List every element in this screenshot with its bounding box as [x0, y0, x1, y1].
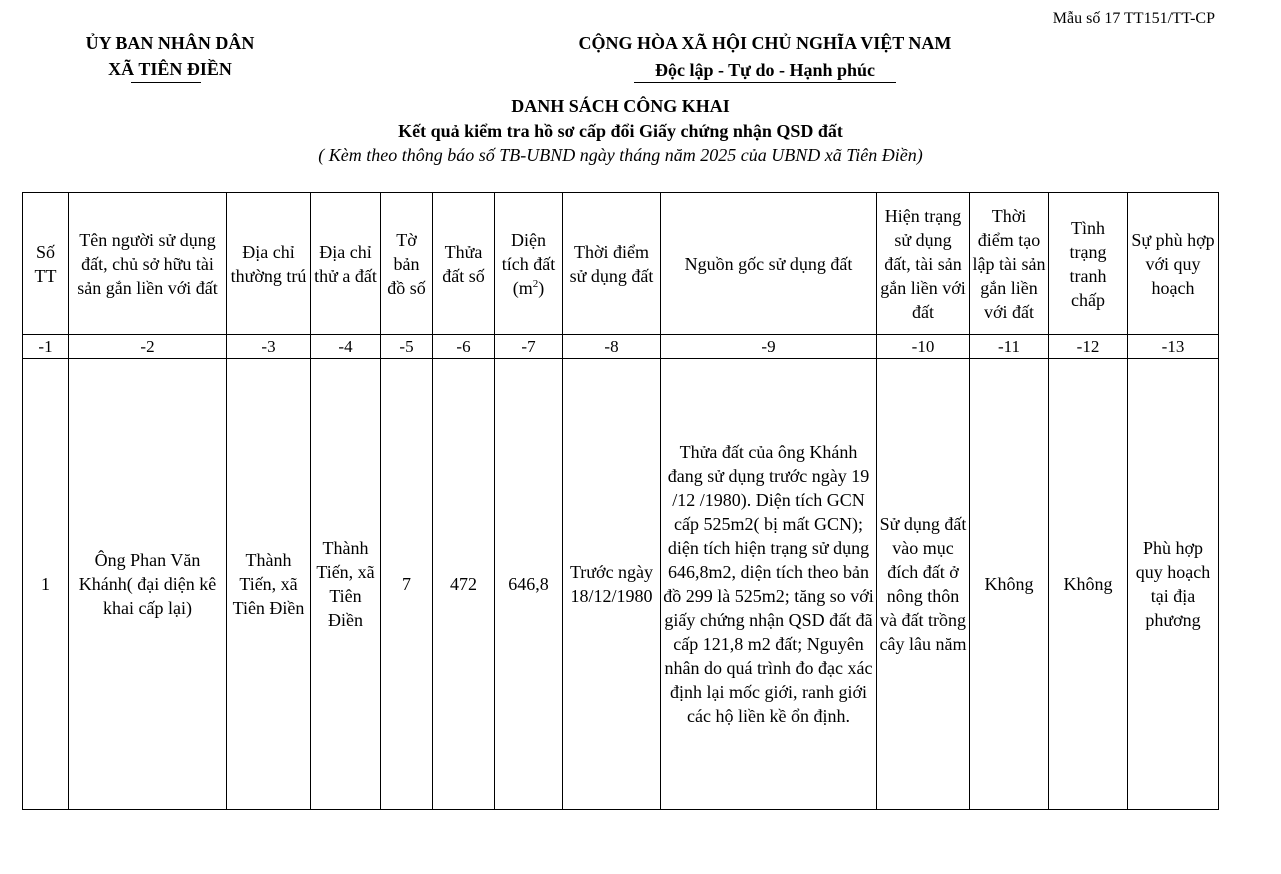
header-name: Tên người sử dụng đất, chủ sở hữu tài sản gắn liền với đất — [69, 193, 227, 335]
col-num: -11 — [970, 335, 1049, 359]
col-num: -1 — [23, 335, 69, 359]
col-num: -13 — [1128, 335, 1219, 359]
doc-note: ( Kèm theo thông báo số TB-UBND ngày tháng năm 2025 của UBND xã Tiên Điền) — [318, 145, 923, 165]
national-title: CỘNG HÒA XÃ HỘI CHỦ NGHĨA VIỆT NAM — [578, 33, 952, 53]
cell-origin: Thửa đất của ông Khánh đang sử dụng trước ngày 19 /12 /1980). Diện tích GCN cấp 525m2( bị mất GCN); diện tích hiện trạng sử dụng 646,8m2, diện tích theo bản đồ 299 là 525m2; tăng so với giấy chứng nhận QSD đất đã cấp 121,8 m2 đất; Nguyên nhân do quá trình đo đạc xác định lại mốc giới, ranh giới các hộ liền kề ổn định. — [661, 359, 877, 810]
cell-stt: 1 — [23, 359, 69, 810]
motto-underline — [634, 82, 896, 83]
agency-underline — [131, 82, 201, 83]
col-num: -2 — [69, 335, 227, 359]
header-origin: Nguồn gốc sử dụng đất — [661, 193, 877, 335]
header-use-time: Thời điểm sử dụng đất — [563, 193, 661, 335]
col-num: -7 — [495, 335, 563, 359]
header-area-label: Diện tích đất (m — [501, 229, 556, 298]
cell-asset-time: Không — [970, 359, 1049, 810]
cell-area: 646,8 — [495, 359, 563, 810]
col-num: -3 — [227, 335, 311, 359]
col-num: -8 — [563, 335, 661, 359]
table-row — [23, 359, 1219, 810]
agency-line2: XÃ TIÊN ĐIỀN — [108, 59, 232, 79]
col-num: -12 — [1049, 335, 1128, 359]
header-area-sup: 2 — [532, 277, 539, 290]
national-motto: Độc lập - Tự do - Hạnh phúc — [654, 60, 876, 80]
cell-residence: Thành Tiến, xã Tiên Điền — [227, 359, 311, 810]
col-num: -5 — [381, 335, 433, 359]
header-land-address: Địa chỉ thử a đất — [311, 193, 381, 335]
header-stt: Số TT — [23, 193, 69, 335]
agency-line1: ỦY BAN NHÂN DÂN — [85, 33, 255, 53]
cell-dispute: Không — [1049, 359, 1128, 810]
doc-subtitle: Kết quả kiểm tra hồ sơ cấp đổi Giấy chứng nhận QSD đất — [398, 121, 843, 141]
header-current-use: Hiện trạng sử dụng đất, tài sản gắn liền với đất — [877, 193, 970, 335]
header-area — [495, 193, 563, 335]
header-asset-time: Thời điểm tạo lập tài sản gắn liền với đất — [970, 193, 1049, 335]
public-list-table — [22, 192, 1219, 810]
cell-land-address: Thành Tiến, xã Tiên Điền — [311, 359, 381, 810]
form-number: Mẫu số 17 TT151/TT-CP — [1052, 10, 1215, 27]
header-residence: Địa chỉ thường trú — [227, 193, 311, 335]
header-planning: Sự phù hợp với quy hoạch — [1128, 193, 1219, 335]
header-area-close: ) — [538, 277, 545, 298]
cell-planning: Phù hợp quy hoạch tại địa phương — [1128, 359, 1219, 810]
header-row — [23, 193, 1219, 335]
col-num: -4 — [311, 335, 381, 359]
cell-name: Ông Phan Văn Khánh( đại diện kê khai cấp lại) — [69, 359, 227, 810]
cell-map-sheet: 7 — [381, 359, 433, 810]
col-num: -9 — [661, 335, 877, 359]
col-num: -10 — [877, 335, 970, 359]
cell-current-use: Sử dụng đất vào mục đích đất ở nông thôn và đất trồng cây lâu năm — [877, 359, 970, 810]
header-dispute: Tình trạng tranh chấp — [1049, 193, 1128, 335]
header-parcel: Thửa đất số — [433, 193, 495, 335]
column-number-row — [23, 335, 1219, 359]
cell-parcel: 472 — [433, 359, 495, 810]
cell-use-time: Trước ngày 18/12/1980 — [563, 359, 661, 810]
col-num: -6 — [433, 335, 495, 359]
header-map-sheet: Tờ bản đồ số — [381, 193, 433, 335]
doc-title: DANH SÁCH CÔNG KHAI — [511, 96, 730, 116]
